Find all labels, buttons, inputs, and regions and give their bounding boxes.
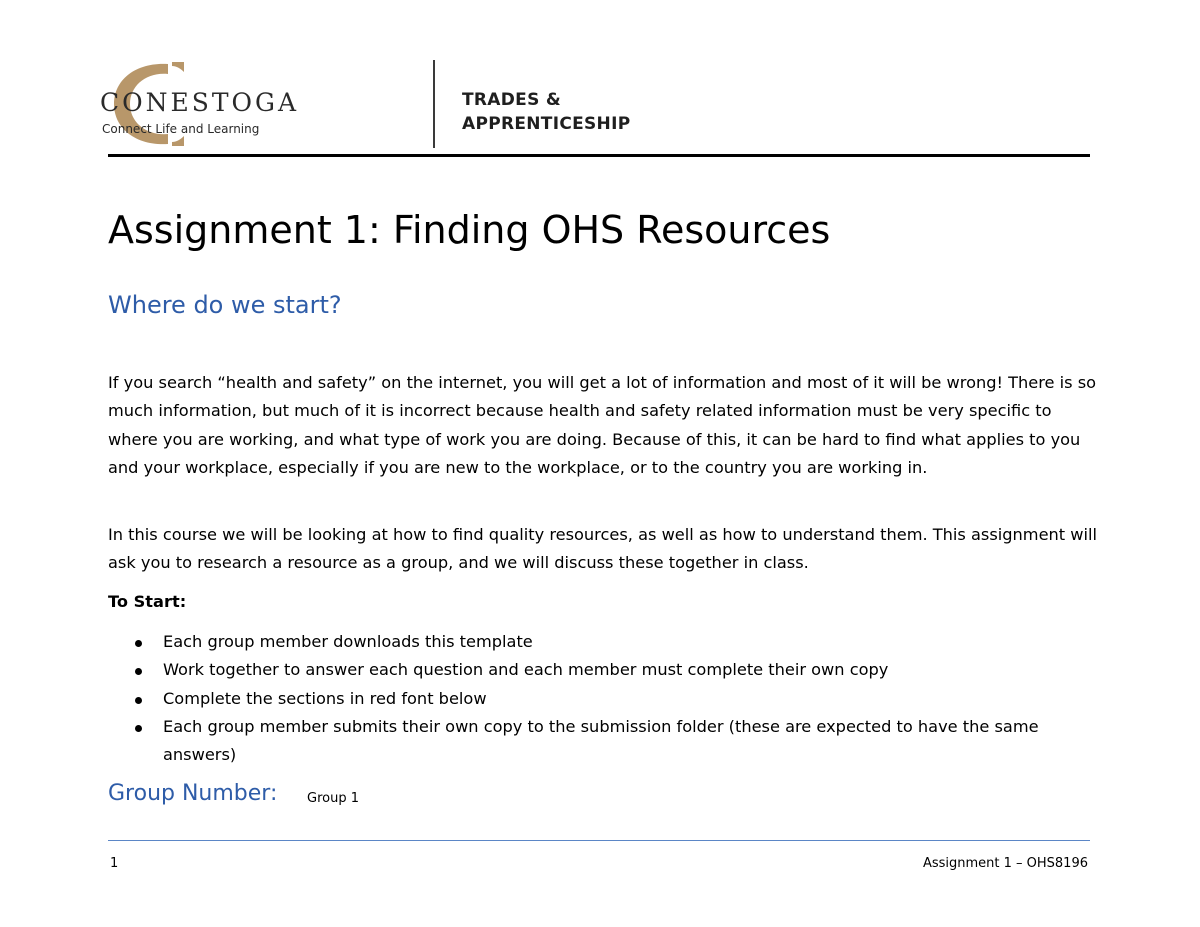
list-item-text: Complete the sections in red font below xyxy=(163,688,487,708)
bullet-icon xyxy=(135,668,142,675)
list-item xyxy=(108,656,1098,684)
bullet-icon xyxy=(135,697,142,704)
course-paragraph: In this course we will be looking at how to find quality resources, as well as how to understand them. This assignment will ask you to research a resource as a group, and we will discuss these together in class. xyxy=(108,525,1098,573)
list-item-text: Each group member submits their own copy to the submission folder (these are expected to have the same answers) xyxy=(163,716,1039,765)
to-start-label: To Start: xyxy=(108,592,187,611)
page-title: Assignment 1: Finding OHS Resources xyxy=(108,208,831,252)
footer-rule xyxy=(108,840,1090,841)
footer-document-label: Assignment 1 – OHS8196 xyxy=(922,856,1088,871)
brand-tagline: Connect Life and Learning xyxy=(102,122,260,136)
section-heading: Where do we start? xyxy=(108,291,342,319)
bullet-icon xyxy=(135,725,142,732)
department-line-2: APPRENTICESHIP xyxy=(462,114,631,134)
list-item-text: Each group member downloads this template xyxy=(163,632,533,651)
header-rule xyxy=(108,154,1090,157)
group-number-value[interactable]: Group 1 xyxy=(307,791,359,806)
department-line-1: TRADES & xyxy=(462,90,561,110)
bullet-icon xyxy=(135,640,142,647)
page-number: 1 xyxy=(110,856,119,871)
intro-paragraph: If you search “health and safety” on the internet, you will get a lot of information and most of it will be wrong! There is so much information, but much of it is incorrect because health and safety related information must be very specific to where you are working, and what type of work you are doing. Because of this, it can be hard to find what applies to you and your workplace, especially if you are new to the workplace, or to the country you are working in. xyxy=(108,373,1097,477)
group-number-label: Group Number: xyxy=(108,781,278,806)
header-divider xyxy=(433,60,435,148)
list-item xyxy=(108,713,1098,770)
list-item xyxy=(108,685,1098,713)
brand-name: CONESTOGA xyxy=(100,88,300,117)
list-item-text: Work together to answer each question and each member must complete their own copy xyxy=(163,660,889,680)
list-item xyxy=(108,628,1098,656)
steps-list xyxy=(108,628,1098,769)
